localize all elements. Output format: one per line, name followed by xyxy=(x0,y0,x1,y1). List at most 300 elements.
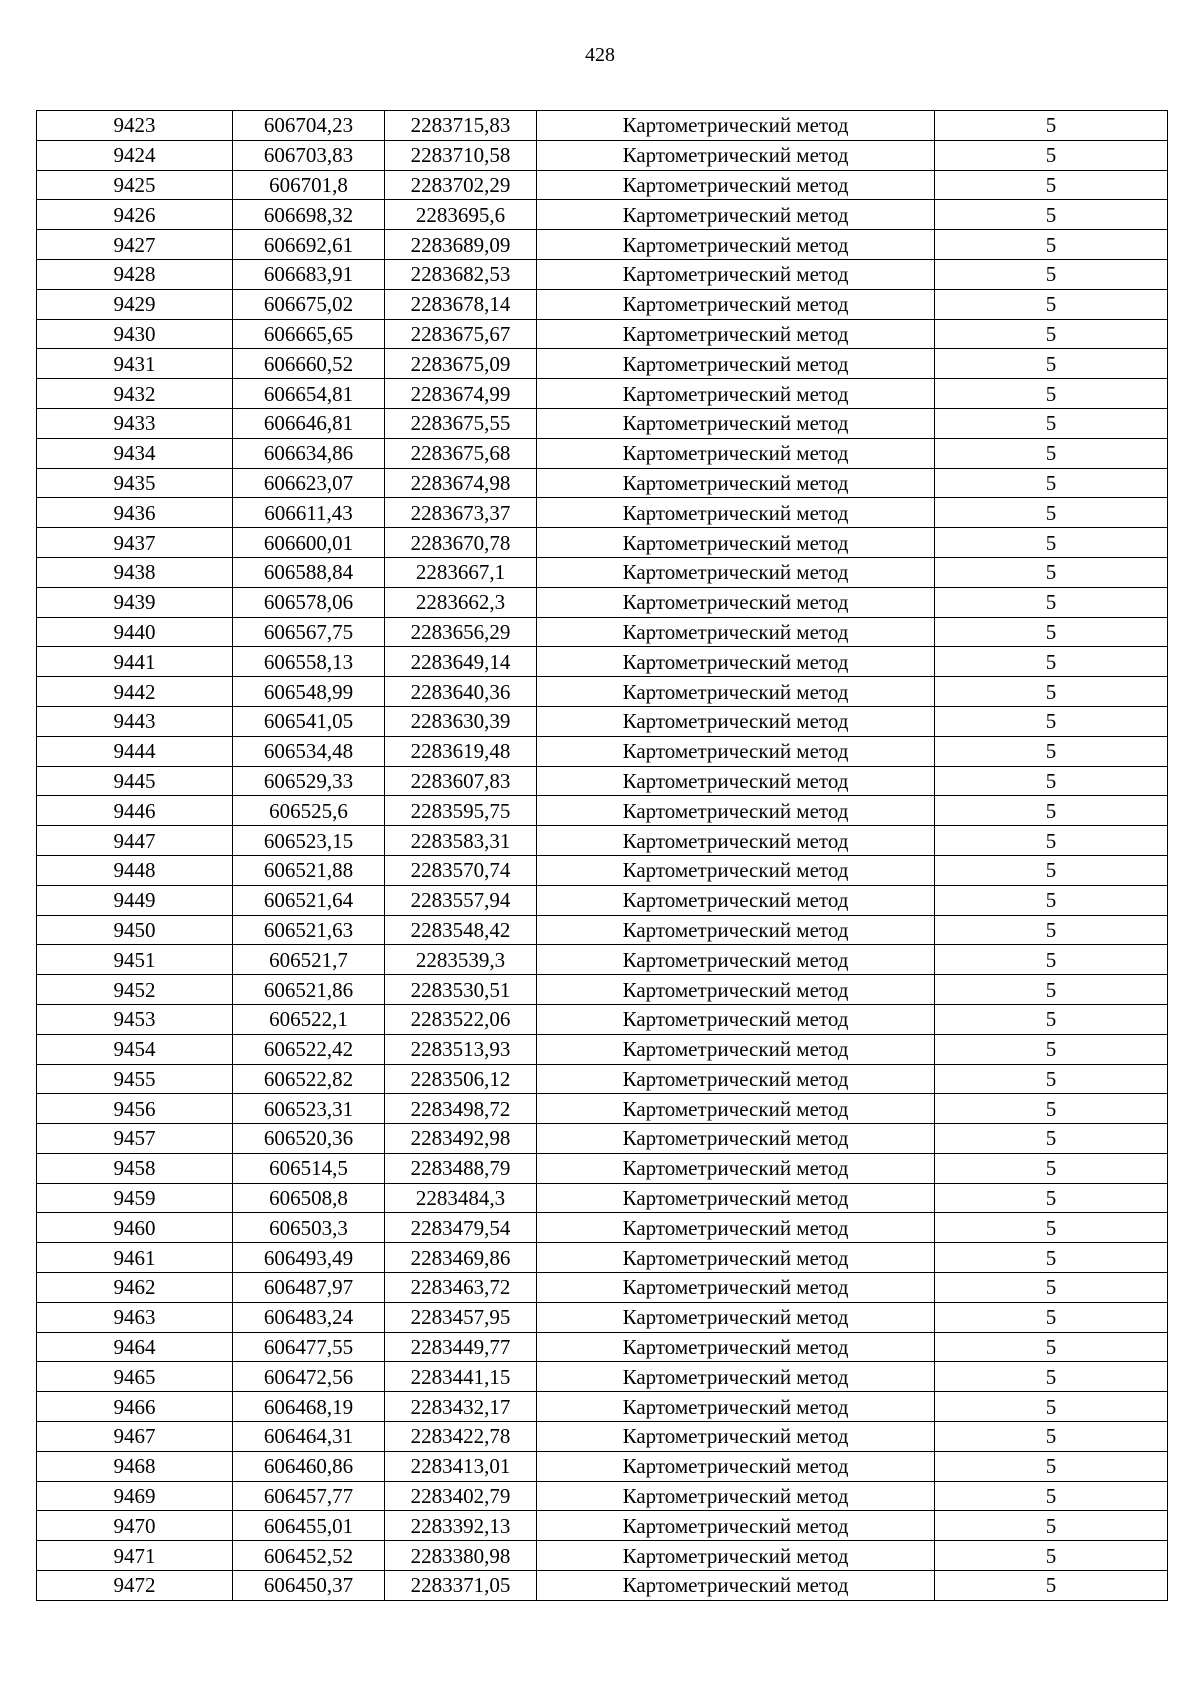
x-coordinate-cell: 606521,63 xyxy=(233,915,385,945)
precision-cell: 5 xyxy=(935,408,1168,438)
table-row xyxy=(37,319,1168,349)
point-number-cell: 9433 xyxy=(37,408,233,438)
x-coordinate-cell: 606514,5 xyxy=(233,1153,385,1183)
x-coordinate-cell: 606588,84 xyxy=(233,557,385,587)
table-row xyxy=(37,170,1168,200)
point-number-cell: 9426 xyxy=(37,200,233,230)
x-coordinate-cell: 606521,88 xyxy=(233,855,385,885)
table-row xyxy=(37,111,1168,141)
method-cell: Картометрический метод xyxy=(537,1422,935,1452)
y-coordinate-cell: 2283492,98 xyxy=(385,1124,537,1154)
precision-cell: 5 xyxy=(935,170,1168,200)
precision-cell: 5 xyxy=(935,140,1168,170)
precision-cell: 5 xyxy=(935,855,1168,885)
x-coordinate-cell: 606508,8 xyxy=(233,1183,385,1213)
table-row xyxy=(37,1422,1168,1452)
method-cell: Картометрический метод xyxy=(537,1571,935,1601)
x-coordinate-cell: 606683,91 xyxy=(233,259,385,289)
point-number-cell: 9470 xyxy=(37,1511,233,1541)
precision-cell: 5 xyxy=(935,736,1168,766)
point-number-cell: 9445 xyxy=(37,766,233,796)
y-coordinate-cell: 2283619,48 xyxy=(385,736,537,766)
x-coordinate-cell: 606521,7 xyxy=(233,945,385,975)
precision-cell: 5 xyxy=(935,1153,1168,1183)
table-row xyxy=(37,1332,1168,1362)
x-coordinate-cell: 606646,81 xyxy=(233,408,385,438)
precision-cell: 5 xyxy=(935,766,1168,796)
point-number-cell: 9439 xyxy=(37,587,233,617)
method-cell: Картометрический метод xyxy=(537,1124,935,1154)
y-coordinate-cell: 2283595,75 xyxy=(385,796,537,826)
method-cell: Картометрический метод xyxy=(537,915,935,945)
x-coordinate-cell: 606660,52 xyxy=(233,349,385,379)
y-coordinate-cell: 2283667,1 xyxy=(385,557,537,587)
y-coordinate-cell: 2283457,95 xyxy=(385,1302,537,1332)
x-coordinate-cell: 606455,01 xyxy=(233,1511,385,1541)
x-coordinate-cell: 606483,24 xyxy=(233,1302,385,1332)
y-coordinate-cell: 2283506,12 xyxy=(385,1064,537,1094)
y-coordinate-cell: 2283630,39 xyxy=(385,706,537,736)
method-cell: Картометрический метод xyxy=(537,170,935,200)
precision-cell: 5 xyxy=(935,796,1168,826)
table-row xyxy=(37,1094,1168,1124)
x-coordinate-cell: 606600,01 xyxy=(233,528,385,558)
x-coordinate-cell: 606654,81 xyxy=(233,379,385,409)
precision-cell: 5 xyxy=(935,1004,1168,1034)
x-coordinate-cell: 606487,97 xyxy=(233,1273,385,1303)
table-row xyxy=(37,1481,1168,1511)
x-coordinate-cell: 606522,1 xyxy=(233,1004,385,1034)
table-row xyxy=(37,706,1168,736)
precision-cell: 5 xyxy=(935,587,1168,617)
point-number-cell: 9449 xyxy=(37,885,233,915)
point-number-cell: 9428 xyxy=(37,259,233,289)
precision-cell: 5 xyxy=(935,111,1168,141)
table-row xyxy=(37,1064,1168,1094)
point-number-cell: 9465 xyxy=(37,1362,233,1392)
precision-cell: 5 xyxy=(935,1094,1168,1124)
method-cell: Картометрический метод xyxy=(537,200,935,230)
point-number-cell: 9456 xyxy=(37,1094,233,1124)
x-coordinate-cell: 606541,05 xyxy=(233,706,385,736)
precision-cell: 5 xyxy=(935,1511,1168,1541)
table-row xyxy=(37,1034,1168,1064)
table-row xyxy=(37,1571,1168,1601)
point-number-cell: 9452 xyxy=(37,975,233,1005)
point-number-cell: 9451 xyxy=(37,945,233,975)
point-number-cell: 9464 xyxy=(37,1332,233,1362)
method-cell: Картометрический метод xyxy=(537,796,935,826)
method-cell: Картометрический метод xyxy=(537,885,935,915)
precision-cell: 5 xyxy=(935,1124,1168,1154)
y-coordinate-cell: 2283463,72 xyxy=(385,1273,537,1303)
y-coordinate-cell: 2283674,98 xyxy=(385,468,537,498)
y-coordinate-cell: 2283548,42 xyxy=(385,915,537,945)
y-coordinate-cell: 2283469,86 xyxy=(385,1243,537,1273)
table-row xyxy=(37,975,1168,1005)
method-cell: Картометрический метод xyxy=(537,647,935,677)
table-row xyxy=(37,587,1168,617)
x-coordinate-cell: 606703,83 xyxy=(233,140,385,170)
x-coordinate-cell: 606472,56 xyxy=(233,1362,385,1392)
method-cell: Картометрический метод xyxy=(537,438,935,468)
x-coordinate-cell: 606665,65 xyxy=(233,319,385,349)
precision-cell: 5 xyxy=(935,528,1168,558)
precision-cell: 5 xyxy=(935,885,1168,915)
y-coordinate-cell: 2283371,05 xyxy=(385,1571,537,1601)
y-coordinate-cell: 2283513,93 xyxy=(385,1034,537,1064)
method-cell: Картометрический метод xyxy=(537,1362,935,1392)
precision-cell: 5 xyxy=(935,319,1168,349)
x-coordinate-cell: 606698,32 xyxy=(233,200,385,230)
method-cell: Картометрический метод xyxy=(537,1302,935,1332)
table-row xyxy=(37,1451,1168,1481)
table-row xyxy=(37,200,1168,230)
method-cell: Картометрический метод xyxy=(537,826,935,856)
precision-cell: 5 xyxy=(935,1273,1168,1303)
precision-cell: 5 xyxy=(935,1213,1168,1243)
precision-cell: 5 xyxy=(935,1392,1168,1422)
y-coordinate-cell: 2283607,83 xyxy=(385,766,537,796)
point-number-cell: 9468 xyxy=(37,1451,233,1481)
point-number-cell: 9437 xyxy=(37,528,233,558)
method-cell: Картометрический метод xyxy=(537,945,935,975)
point-number-cell: 9448 xyxy=(37,855,233,885)
table-row xyxy=(37,945,1168,975)
point-number-cell: 9447 xyxy=(37,826,233,856)
x-coordinate-cell: 606529,33 xyxy=(233,766,385,796)
method-cell: Картометрический метод xyxy=(537,1183,935,1213)
coordinates-table xyxy=(36,110,1168,1601)
method-cell: Картометрический метод xyxy=(537,528,935,558)
table-row xyxy=(37,736,1168,766)
y-coordinate-cell: 2283670,78 xyxy=(385,528,537,558)
method-cell: Картометрический метод xyxy=(537,766,935,796)
precision-cell: 5 xyxy=(935,379,1168,409)
x-coordinate-cell: 606522,42 xyxy=(233,1034,385,1064)
table-row xyxy=(37,1124,1168,1154)
y-coordinate-cell: 2283432,17 xyxy=(385,1392,537,1422)
y-coordinate-cell: 2283674,99 xyxy=(385,379,537,409)
x-coordinate-cell: 606611,43 xyxy=(233,498,385,528)
y-coordinate-cell: 2283702,29 xyxy=(385,170,537,200)
y-coordinate-cell: 2283402,79 xyxy=(385,1481,537,1511)
method-cell: Картометрический метод xyxy=(537,379,935,409)
table-row xyxy=(37,557,1168,587)
table-row xyxy=(37,1302,1168,1332)
table-row xyxy=(37,1511,1168,1541)
x-coordinate-cell: 606692,61 xyxy=(233,230,385,260)
precision-cell: 5 xyxy=(935,945,1168,975)
table-row xyxy=(37,528,1168,558)
point-number-cell: 9467 xyxy=(37,1422,233,1452)
method-cell: Картометрический метод xyxy=(537,140,935,170)
precision-cell: 5 xyxy=(935,1183,1168,1213)
coordinates-table-body xyxy=(37,111,1168,1601)
method-cell: Картометрический метод xyxy=(537,230,935,260)
method-cell: Картометрический метод xyxy=(537,975,935,1005)
point-number-cell: 9457 xyxy=(37,1124,233,1154)
point-number-cell: 9425 xyxy=(37,170,233,200)
y-coordinate-cell: 2283715,83 xyxy=(385,111,537,141)
y-coordinate-cell: 2283675,09 xyxy=(385,349,537,379)
x-coordinate-cell: 606523,15 xyxy=(233,826,385,856)
x-coordinate-cell: 606521,64 xyxy=(233,885,385,915)
point-number-cell: 9427 xyxy=(37,230,233,260)
point-number-cell: 9436 xyxy=(37,498,233,528)
y-coordinate-cell: 2283479,54 xyxy=(385,1213,537,1243)
method-cell: Картометрический метод xyxy=(537,1481,935,1511)
precision-cell: 5 xyxy=(935,289,1168,319)
y-coordinate-cell: 2283530,51 xyxy=(385,975,537,1005)
precision-cell: 5 xyxy=(935,826,1168,856)
y-coordinate-cell: 2283673,37 xyxy=(385,498,537,528)
point-number-cell: 9462 xyxy=(37,1273,233,1303)
point-number-cell: 9438 xyxy=(37,557,233,587)
y-coordinate-cell: 2283484,3 xyxy=(385,1183,537,1213)
x-coordinate-cell: 606468,19 xyxy=(233,1392,385,1422)
x-coordinate-cell: 606548,99 xyxy=(233,677,385,707)
point-number-cell: 9431 xyxy=(37,349,233,379)
x-coordinate-cell: 606567,75 xyxy=(233,617,385,647)
x-coordinate-cell: 606558,13 xyxy=(233,647,385,677)
x-coordinate-cell: 606450,37 xyxy=(233,1571,385,1601)
method-cell: Картометрический метод xyxy=(537,1094,935,1124)
table-row xyxy=(37,230,1168,260)
y-coordinate-cell: 2283413,01 xyxy=(385,1451,537,1481)
y-coordinate-cell: 2283392,13 xyxy=(385,1511,537,1541)
method-cell: Картометрический метод xyxy=(537,1064,935,1094)
point-number-cell: 9460 xyxy=(37,1213,233,1243)
y-coordinate-cell: 2283557,94 xyxy=(385,885,537,915)
method-cell: Картометрический метод xyxy=(537,1153,935,1183)
method-cell: Картометрический метод xyxy=(537,1273,935,1303)
y-coordinate-cell: 2283675,55 xyxy=(385,408,537,438)
point-number-cell: 9472 xyxy=(37,1571,233,1601)
point-number-cell: 9440 xyxy=(37,617,233,647)
point-number-cell: 9444 xyxy=(37,736,233,766)
method-cell: Картометрический метод xyxy=(537,677,935,707)
table-row xyxy=(37,1004,1168,1034)
y-coordinate-cell: 2283662,3 xyxy=(385,587,537,617)
point-number-cell: 9461 xyxy=(37,1243,233,1273)
precision-cell: 5 xyxy=(935,1302,1168,1332)
y-coordinate-cell: 2283649,14 xyxy=(385,647,537,677)
y-coordinate-cell: 2283449,77 xyxy=(385,1332,537,1362)
table-row xyxy=(37,1243,1168,1273)
method-cell: Картометрический метод xyxy=(537,736,935,766)
method-cell: Картометрический метод xyxy=(537,319,935,349)
precision-cell: 5 xyxy=(935,1481,1168,1511)
x-coordinate-cell: 606521,86 xyxy=(233,975,385,1005)
point-number-cell: 9466 xyxy=(37,1392,233,1422)
point-number-cell: 9446 xyxy=(37,796,233,826)
method-cell: Картометрический метод xyxy=(537,1332,935,1362)
precision-cell: 5 xyxy=(935,1422,1168,1452)
method-cell: Картометрический метод xyxy=(537,1243,935,1273)
precision-cell: 5 xyxy=(935,1451,1168,1481)
table-row xyxy=(37,408,1168,438)
x-coordinate-cell: 606534,48 xyxy=(233,736,385,766)
y-coordinate-cell: 2283682,53 xyxy=(385,259,537,289)
table-row xyxy=(37,349,1168,379)
method-cell: Картометрический метод xyxy=(537,1392,935,1422)
x-coordinate-cell: 606493,49 xyxy=(233,1243,385,1273)
x-coordinate-cell: 606704,23 xyxy=(233,111,385,141)
y-coordinate-cell: 2283710,58 xyxy=(385,140,537,170)
x-coordinate-cell: 606522,82 xyxy=(233,1064,385,1094)
point-number-cell: 9469 xyxy=(37,1481,233,1511)
y-coordinate-cell: 2283488,79 xyxy=(385,1153,537,1183)
x-coordinate-cell: 606457,77 xyxy=(233,1481,385,1511)
method-cell: Картометрический метод xyxy=(537,557,935,587)
precision-cell: 5 xyxy=(935,1243,1168,1273)
point-number-cell: 9424 xyxy=(37,140,233,170)
precision-cell: 5 xyxy=(935,438,1168,468)
table-row xyxy=(37,438,1168,468)
precision-cell: 5 xyxy=(935,200,1168,230)
precision-cell: 5 xyxy=(935,230,1168,260)
table-row xyxy=(37,1273,1168,1303)
table-row xyxy=(37,766,1168,796)
point-number-cell: 9454 xyxy=(37,1034,233,1064)
table-row xyxy=(37,379,1168,409)
page-number: 428 xyxy=(585,44,615,66)
y-coordinate-cell: 2283539,3 xyxy=(385,945,537,975)
y-coordinate-cell: 2283695,6 xyxy=(385,200,537,230)
table-row xyxy=(37,885,1168,915)
precision-cell: 5 xyxy=(935,975,1168,1005)
point-number-cell: 9463 xyxy=(37,1302,233,1332)
precision-cell: 5 xyxy=(935,617,1168,647)
point-number-cell: 9423 xyxy=(37,111,233,141)
method-cell: Картометрический метод xyxy=(537,587,935,617)
x-coordinate-cell: 606477,55 xyxy=(233,1332,385,1362)
precision-cell: 5 xyxy=(935,259,1168,289)
method-cell: Картометрический метод xyxy=(537,855,935,885)
point-number-cell: 9471 xyxy=(37,1541,233,1571)
precision-cell: 5 xyxy=(935,1362,1168,1392)
y-coordinate-cell: 2283583,31 xyxy=(385,826,537,856)
point-number-cell: 9458 xyxy=(37,1153,233,1183)
y-coordinate-cell: 2283640,36 xyxy=(385,677,537,707)
point-number-cell: 9450 xyxy=(37,915,233,945)
precision-cell: 5 xyxy=(935,1034,1168,1064)
point-number-cell: 9432 xyxy=(37,379,233,409)
table-row xyxy=(37,1392,1168,1422)
y-coordinate-cell: 2283675,68 xyxy=(385,438,537,468)
point-number-cell: 9453 xyxy=(37,1004,233,1034)
precision-cell: 5 xyxy=(935,677,1168,707)
precision-cell: 5 xyxy=(935,1064,1168,1094)
precision-cell: 5 xyxy=(935,557,1168,587)
precision-cell: 5 xyxy=(935,1571,1168,1601)
x-coordinate-cell: 606460,86 xyxy=(233,1451,385,1481)
precision-cell: 5 xyxy=(935,647,1168,677)
table-row xyxy=(37,855,1168,885)
y-coordinate-cell: 2283498,72 xyxy=(385,1094,537,1124)
x-coordinate-cell: 606464,31 xyxy=(233,1422,385,1452)
method-cell: Картометрический метод xyxy=(537,1213,935,1243)
precision-cell: 5 xyxy=(935,1541,1168,1571)
method-cell: Картометрический метод xyxy=(537,408,935,438)
precision-cell: 5 xyxy=(935,1332,1168,1362)
point-number-cell: 9429 xyxy=(37,289,233,319)
table-row xyxy=(37,140,1168,170)
table-row xyxy=(37,677,1168,707)
y-coordinate-cell: 2283570,74 xyxy=(385,855,537,885)
y-coordinate-cell: 2283675,67 xyxy=(385,319,537,349)
method-cell: Картометрический метод xyxy=(537,617,935,647)
method-cell: Картометрический метод xyxy=(537,498,935,528)
method-cell: Картометрический метод xyxy=(537,259,935,289)
precision-cell: 5 xyxy=(935,349,1168,379)
x-coordinate-cell: 606701,8 xyxy=(233,170,385,200)
y-coordinate-cell: 2283441,15 xyxy=(385,1362,537,1392)
precision-cell: 5 xyxy=(935,706,1168,736)
precision-cell: 5 xyxy=(935,498,1168,528)
x-coordinate-cell: 606578,06 xyxy=(233,587,385,617)
table-row xyxy=(37,498,1168,528)
x-coordinate-cell: 606520,36 xyxy=(233,1124,385,1154)
table-row xyxy=(37,1183,1168,1213)
point-number-cell: 9430 xyxy=(37,319,233,349)
method-cell: Картометрический метод xyxy=(537,1004,935,1034)
x-coordinate-cell: 606452,52 xyxy=(233,1541,385,1571)
point-number-cell: 9443 xyxy=(37,706,233,736)
x-coordinate-cell: 606634,86 xyxy=(233,438,385,468)
point-number-cell: 9434 xyxy=(37,438,233,468)
y-coordinate-cell: 2283689,09 xyxy=(385,230,537,260)
x-coordinate-cell: 606623,07 xyxy=(233,468,385,498)
y-coordinate-cell: 2283422,78 xyxy=(385,1422,537,1452)
x-coordinate-cell: 606675,02 xyxy=(233,289,385,319)
table-row xyxy=(37,1213,1168,1243)
method-cell: Картометрический метод xyxy=(537,349,935,379)
table-row xyxy=(37,468,1168,498)
method-cell: Картометрический метод xyxy=(537,1541,935,1571)
x-coordinate-cell: 606503,3 xyxy=(233,1213,385,1243)
method-cell: Картометрический метод xyxy=(537,1511,935,1541)
table-row xyxy=(37,826,1168,856)
table-row xyxy=(37,647,1168,677)
precision-cell: 5 xyxy=(935,915,1168,945)
x-coordinate-cell: 606525,6 xyxy=(233,796,385,826)
point-number-cell: 9441 xyxy=(37,647,233,677)
table-row xyxy=(37,1541,1168,1571)
table-row xyxy=(37,259,1168,289)
method-cell: Картометрический метод xyxy=(537,1451,935,1481)
x-coordinate-cell: 606523,31 xyxy=(233,1094,385,1124)
table-row xyxy=(37,1153,1168,1183)
table-row xyxy=(37,915,1168,945)
table-row xyxy=(37,796,1168,826)
y-coordinate-cell: 2283522,06 xyxy=(385,1004,537,1034)
point-number-cell: 9459 xyxy=(37,1183,233,1213)
method-cell: Картометрический метод xyxy=(537,468,935,498)
y-coordinate-cell: 2283656,29 xyxy=(385,617,537,647)
method-cell: Картометрический метод xyxy=(537,289,935,319)
method-cell: Картометрический метод xyxy=(537,111,935,141)
table-row xyxy=(37,289,1168,319)
y-coordinate-cell: 2283678,14 xyxy=(385,289,537,319)
point-number-cell: 9442 xyxy=(37,677,233,707)
y-coordinate-cell: 2283380,98 xyxy=(385,1541,537,1571)
point-number-cell: 9435 xyxy=(37,468,233,498)
table-row xyxy=(37,1362,1168,1392)
table-row xyxy=(37,617,1168,647)
precision-cell: 5 xyxy=(935,468,1168,498)
